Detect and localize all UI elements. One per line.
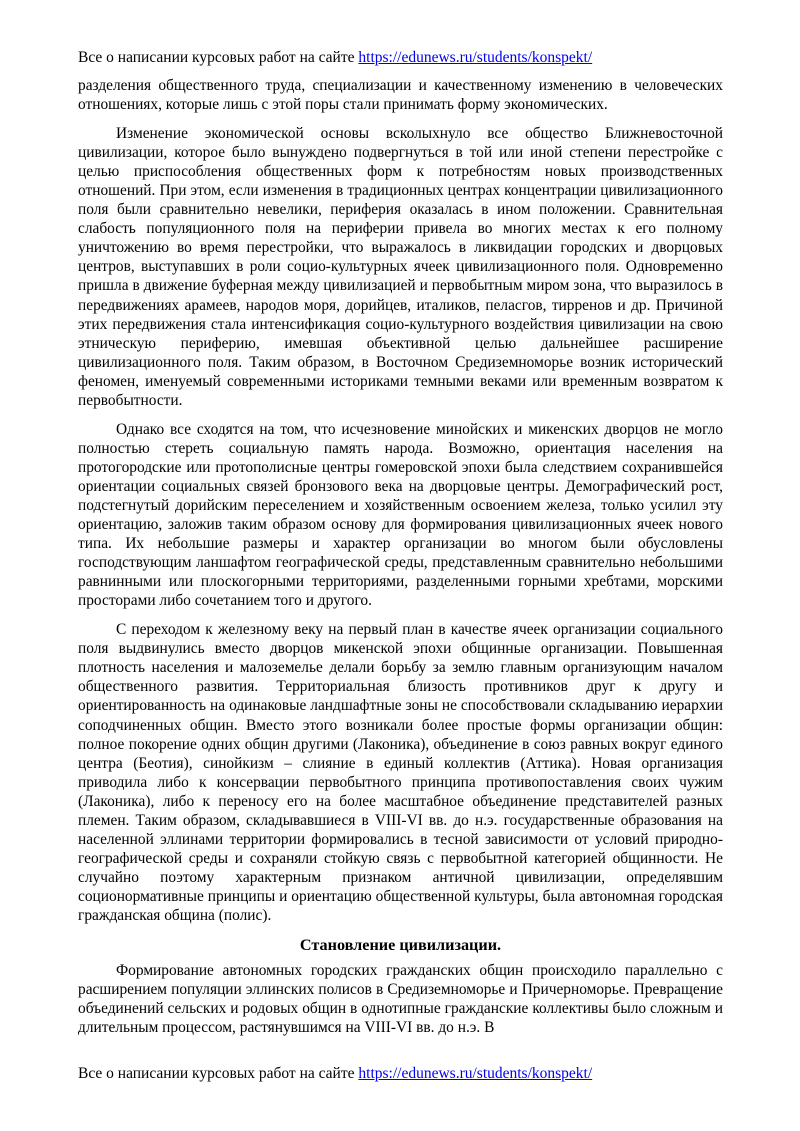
footer-text: Все о написании курсовых работ на сайте — [78, 1065, 359, 1082]
header-text: Все о написании курсовых работ на сайте — [78, 49, 359, 66]
document-body — [78, 76, 723, 1037]
paragraph-4: С переходом к железному веку на первый план в качестве ячеек организации социального поля выдвинулись вместо дворцов микенской эпохи общинные организации. Повышенная плотность населения и малоземелье делали борьбу за землю главным организующим началом общественного развития. Территориальная близость противников друг к другу и ориентированность на одинаковые ландшафтные зоны не способствовали складыванию иерархии соподчиненных общин. Вместо этого возникали более простые формы организации общин: полное покорение одних общин другими (Лаконика), объединение в союз равных вокруг единого центра (Беотия), синойкизм – слияние в единый коллектив (Аттика). Новая организация приводила либо к консервации первобытного принципа противопоставления своих чужим (Лаконика), либо к переносу его на более масштабное объединение представителей разных племен. Таким образом, складывавшиеся в VIII-VI вв. до н.э. государственные образования на населенной эллинами территории формировались в тесной зависимости от условий природно-географической среды и сохраняли стойкую связь с первобытной категорией общинности. Не случайно поэтому характерным признаком античной цивилизации, определявшим соционормативные принципы и ориентацию общественной культуры, была автономная городская гражданская община (полис). — [78, 621, 723, 924]
header-link[interactable]: https://edunews.ru/students/konspekt/ — [358, 49, 593, 66]
section-heading: Становление цивилизации. — [299, 936, 502, 955]
page-footer — [78, 1064, 592, 1084]
paragraph-3: Однако все сходятся на том, что исчезновение минойских и микенских дворцов не могло полностью стереть социальную память народа. Возможно, ориентация населения на протогородские или протополисные центры гомеровской эпохи была следствием сохранившейся ориентации социальных связей бронзового века на дворцовые центры. Демографический рост, подстегнутый дорийским переселением и хозяйственным освоением железа, только усилил эту ориентацию, заложив таким образом основу для формирования цивилизационных ячеек нового типа. Их небольшие размеры и характер организации во многом были обусловлены господствующим ланшафтом географической среды, представленным сравнительно небольшими равнинными или плоскогорными территориями, разделенными горными хребтами, морскими просторами либо сочетанием того и другого. — [78, 420, 723, 610]
paragraph-5: Формирование автономных городских гражданских общин происходило параллельно с расширением популяции эллинских полисов в Средиземноморье и Причерноморье. Превращение объединений сельских и родовых общин в однотипные гражданские коллективы было сложным и длительным процессом, растянувшимся на VIII-VI вв. до н.э. В — [78, 962, 723, 1037]
paragraph-1: разделения общественного труда, специализации и качественному изменению в человеческих отношениях, которые лишь с этой поры стали принимать форму экономических. — [78, 77, 723, 114]
paragraph-2: Изменение экономической основы всколыхнуло все общество Ближневосточной цивилизации, которое было вынуждено подвергнуться в той или иной степени перестройке с целью приспособления общественных форм к потребностям новых производственных отношений. При этом, если изменения в традиционных центрах концентрации цивилизационного поля были сравнительно невелики, периферия оказалась в ином положении. Сравнительная слабость популяционного поля на периферии привела во многих местах к его полному уничтожению во время перестройки, что выражалось в ликвидации городских и дворцовых центров, выступавших в роли социо-культурных ячеек цивилизационного поля. Одновременно пришла в движение буферная между цивилизацией и первобытным миром зона, что выразилось в передвижениях арамеев, народов моря, дорийцев, италиков, пеласгов, тирренов и др. Причиной этих передвижения стала интенсификация социо-культурного воздействия цивилизации на свою этническую периферию, имевшая объективной целью дальнейшее расширение цивилизационного поля. Таким образом, в Восточном Средиземноморье возник исторический феномен, именуемый современными историками темными веками или временным возвратом к первобытности. — [78, 125, 723, 409]
footer-link[interactable]: https://edunews.ru/students/konspekt/ — [358, 1065, 593, 1082]
page-header — [78, 48, 592, 68]
